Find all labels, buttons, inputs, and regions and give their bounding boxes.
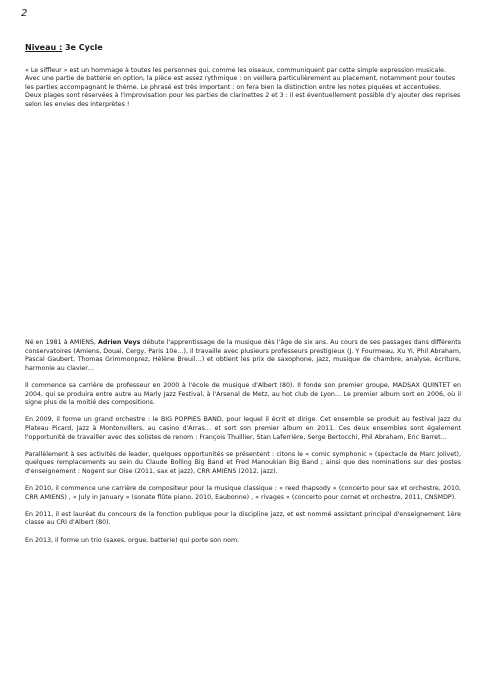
intro-paragraph-1: « Le siffleur » est un hommage à toutes les personnes qui, comme les oiseaux, communiquent par cette simple expression musicale. (25, 67, 446, 74)
level-value: 3e Cycle (64, 43, 103, 52)
page-number: 2 (21, 8, 28, 19)
bio-training-text: débute l'apprentissage de la musique dès l'âge de six ans. Au cours de ses passages dans différents conservatoires (Amiens, Douai, Cergy, Paris 10e…), il travaille avec plusieurs professeurs prestigieux (J. Y Fourmeau, Xu Yi, Phil Abraham, Pascal Gaubert, Thomas Grimmonprez, Hélène Breuil…) et obtient les prix de saxophone, jazz, musique de chambre, analyse, écriture, harmonie au clavier… (25, 339, 461, 372)
level-label: Niveau : (25, 43, 63, 52)
bio-paragraph-3: En 2009, il forme un grand orchestre : le BIG POPPIES BAND, pour lequel il écrit et dirige. Cet ensemble se produit au festival Jazz du Plateau Picard, Jazz à Montonvillers, au casino d'Arras… et sort son premier album en 2011. Ces deux ensembles sont également l'opportunité de travailler avec des solistes de renom : François Thuillier, Stan Laferrière, Serge Bertocchi, Phil Abraham, Eric Barret… (25, 416, 461, 441)
intro-paragraph-2: Avec une partie de batterie en option, la pièce est assez rythmique : on veillera particulièrement au placement, notamment pour toutes les parties accompagnant le thème. Le phrasé est très important : on fera bien la distinction entre les notes piquées et accentuées. (25, 75, 456, 91)
level-heading (25, 43, 103, 52)
bio-paragraph-2: Il commence sa carrière de professeur en 2000 à l'école de musique d'Albert (80). Il fonde son premier groupe, MADSAX QUINTET en 2004, qui se produira entre autre au Marly Jazz Festival, à l'Arsenal de Metz, au hot club de Lyon… Le premier album sort en 2006, où il signe plus de la moitié des compositions. (25, 381, 461, 407)
bio-paragraph-4: Parallèlement à ses activités de leader, quelques opportunités se présentent : citons le « comic symphonic » (spectacle de Marc Jolivet), quelques remplacements au sein du Claude Bolling Big Band et Fred Manoukian Big Band ; ainsi que des nominations sur des postes d'enseignement : Nogent sur Oise (2011, sax et jazz), CRR AMIENS (2012, jazz). (25, 450, 461, 475)
intro-paragraph-3: Deux plages sont réservées à l'improvisation pour les parties de clarinettes 2 et 3 : il est éventuellement possible d'y ajouter des reprises selon les envies des interprètes ! (25, 92, 461, 108)
composer-biography (25, 339, 461, 554)
bio-paragraph-7: En 2013, il forme un trio (saxes, orgue, batterie) qui porte son nom. (25, 536, 240, 544)
piece-description (25, 67, 465, 109)
bio-paragraph-6: En 2011, il est lauréat du concours de la fonction publique pour la discipline jazz, et est nommé assistant principal d'enseignement 1ère classe au CRI d'Albert (80). (25, 510, 461, 527)
bio-paragraph-1 (25, 339, 461, 373)
bio-paragraph-5: En 2010, il commence une carrière de compositeur pour la musique classique : « reed rhapsody » (concerto pour sax et orchestre, 2010, CRR AMIENS) , « July in January » (sonate flûte piano, 2010, Eaubonne) , « rivages » (concerto pour cornet et orchestre, 2011, CNSMDP). (25, 485, 461, 501)
bio-birth-text: Né en 1981 à AMIENS, (25, 339, 99, 346)
composer-name: Adrien Veys (98, 339, 141, 346)
